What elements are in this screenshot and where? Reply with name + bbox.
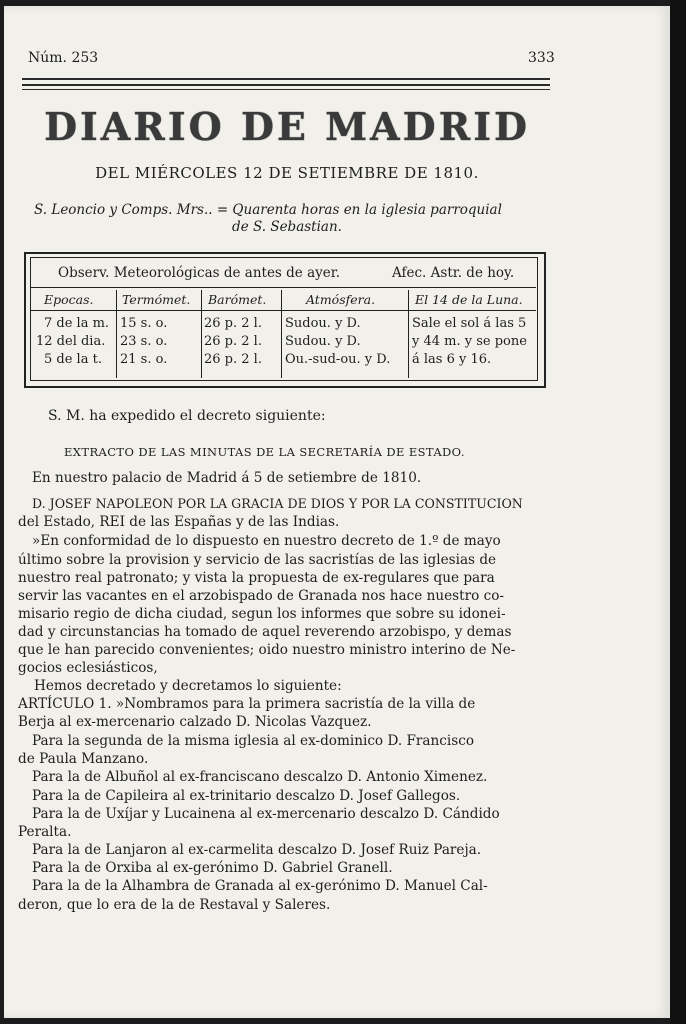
row-epoca: 5 de la t.: [44, 352, 102, 367]
saints-line: S. Leoncio y Comps. Mrs.. = Quarenta horas en la iglesia parroquial: [34, 202, 502, 218]
decree-line: Hemos decretado y decretamos lo siguiente:: [34, 678, 342, 694]
col-header-epocas: Epocas.: [44, 292, 94, 307]
decree-line: que le han parecido convenientes; oido nuestro ministro interino de Ne-: [18, 642, 516, 658]
article-line: ARTÍCULO 1. »Nombramos para la primera sacristía de la villa de: [18, 696, 476, 712]
row-baro: 26 p. 2 l.: [204, 352, 262, 367]
appointment-line: Peralta.: [18, 824, 72, 840]
col-header-barometro: Barómet.: [208, 292, 267, 307]
astro-title: Afec. Astr. de hoy.: [392, 265, 515, 281]
issue-number: Núm. 253: [28, 50, 99, 66]
row-atmos: Sudou. y D.: [285, 334, 361, 349]
page-number: 333: [528, 50, 555, 66]
row-luna: Sale el sol á las 5: [412, 316, 527, 331]
row-atmos: Ou.-sud-ou. y D.: [285, 352, 391, 367]
row-epoca: 12 del dia.: [36, 334, 106, 349]
table-divider: [201, 290, 202, 378]
masthead-title: DIARIO DE MADRID: [44, 104, 530, 149]
dateline: DEL MIÉRCOLES 12 DE SETIEMBRE DE 1810.: [95, 164, 479, 182]
article-line: Berja al ex-mercenario calzado D. Nicolas Vazquez.: [18, 714, 372, 730]
table-divider: [408, 290, 409, 378]
header-rule: [22, 84, 550, 86]
appointment-line: Para la de Uxíjar y Lucainena al ex-mercenario descalzo D. Cándido: [32, 806, 500, 822]
table-rule: [30, 310, 536, 311]
row-luna: á las 6 y 16.: [412, 352, 492, 367]
decree-line: servir las vacantes en el arzobispado de Granada nos hace nuestro co-: [18, 588, 504, 604]
col-header-luna: El 14 de la Luna.: [415, 292, 523, 307]
decree-line: dad y circunstancias ha tomado de aquel reverendo arzobispo, y demas: [18, 624, 512, 640]
appointment-line: Para la segunda de la misma iglesia al ex-dominico D. Francisco: [32, 733, 475, 749]
row-baro: 26 p. 2 l.: [204, 334, 262, 349]
row-termo: 23 s. o.: [120, 334, 168, 349]
row-atmos: Sudou. y D.: [285, 316, 361, 331]
appointment-line: Para la de Capileira al ex-trinitario descalzo D. Josef Gallegos.: [32, 788, 461, 804]
appointment-line: Para la de Orxiba al ex-gerónimo D. Gabriel Granell.: [32, 860, 393, 876]
appointment-line: Para la de Lanjaron al ex-carmelita descalzo D. Josef Ruiz Pareja.: [32, 842, 482, 858]
appointment-line: Para la de la Alhambra de Granada al ex-gerónimo D. Manuel Cal-: [32, 878, 488, 894]
decree-line: D. JOSEF NAPOLEON POR LA GRACIA DE DIOS Y POR LA CONSTITUCION: [32, 496, 523, 511]
decree-line: misario regio de dicha ciudad, segun los informes que sobre su idonei-: [18, 606, 506, 622]
decree-place: En nuestro palacio de Madrid á 5 de setiembre de 1810.: [32, 470, 422, 486]
table-divider: [116, 290, 117, 378]
decree-line: del Estado, REI de las Españas y de las Indias.: [18, 514, 340, 530]
section-heading: EXTRACTO DE LAS MINUTAS DE LA SECRETARÍA DE ESTADO.: [64, 445, 465, 459]
row-baro: 26 p. 2 l.: [204, 316, 262, 331]
table-divider: [281, 290, 282, 378]
appointment-line: Para la de Albuñol al ex-franciscano descalzo D. Antonio Ximenez.: [32, 769, 488, 785]
decree-intro: S. M. ha expedido el decreto siguiente:: [48, 408, 326, 424]
appointment-line: deron, que lo era de la de Restaval y Saleres.: [18, 897, 331, 913]
decree-line: último sobre la provision y servicio de las sacristías de las iglesias de: [18, 552, 497, 568]
header-rule: [22, 78, 550, 80]
book-edge: [670, 0, 686, 1024]
col-header-termometro: Termómet.: [122, 292, 191, 307]
header-rule: [22, 89, 550, 90]
table-rule: [30, 287, 536, 288]
appointment-line: de Paula Manzano.: [18, 751, 149, 767]
row-epoca: 7 de la m.: [44, 316, 110, 331]
row-luna: y 44 m. y se pone: [412, 334, 527, 349]
decree-line: gocios eclesiásticos,: [18, 660, 158, 676]
saints-line: de S. Sebastian.: [232, 219, 342, 235]
row-termo: 21 s. o.: [120, 352, 168, 367]
weather-title: Observ. Meteorológicas de antes de ayer.: [58, 265, 341, 281]
decree-line: »En conformidad de lo dispuesto en nuestro decreto de 1.º de mayo: [32, 533, 501, 549]
decree-line: nuestro real patronato; y vista la propuesta de ex-regulares que para: [18, 570, 495, 586]
row-termo: 15 s. o.: [120, 316, 168, 331]
col-header-atmosfera: Atmósfera.: [306, 292, 376, 307]
